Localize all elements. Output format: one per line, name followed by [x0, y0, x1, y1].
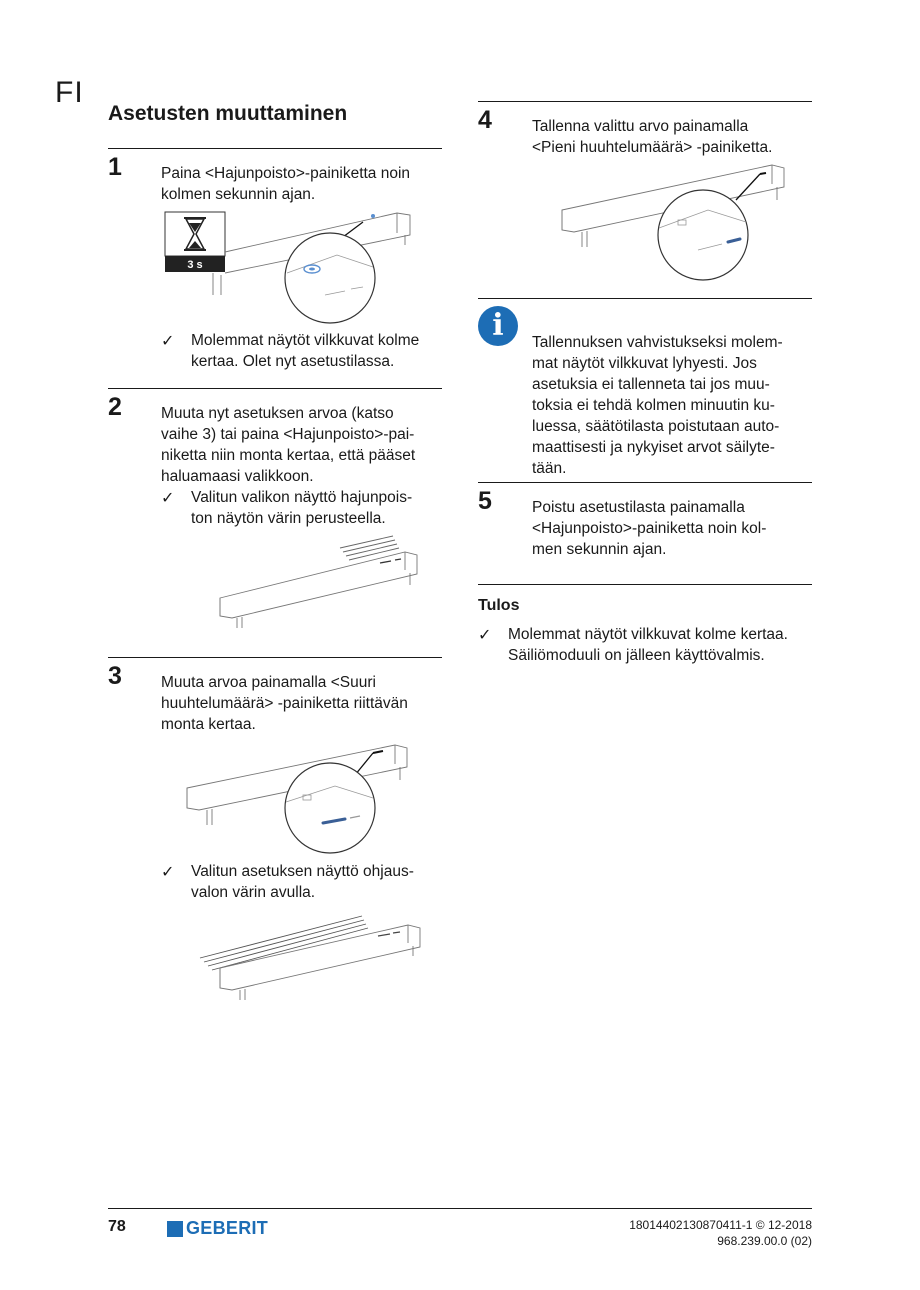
timer-label: 3 s — [187, 259, 203, 271]
result-text: Molemmat näytöt vilkkuvat kolme kertaa. Säiliömoduuli on jälleen käyttövalmis. — [508, 626, 788, 664]
step-number: 2 — [108, 393, 122, 421]
result-heading: Tulos — [478, 597, 520, 614]
step-2-text: Muuta nyt asetuksen arvoa (katso vaihe 3) tai paina <Hajunpoisto>-pai- niketta niin monta kertaa, että pääset haluamaasi valikkoon. — [161, 405, 416, 485]
step-1-text: Paina <Hajunpoisto>-painiketta noin kolmen sekunnin ajan. — [161, 165, 411, 203]
brand-logo — [167, 1218, 268, 1239]
step-2-illustration — [215, 530, 425, 630]
brand-square-icon — [167, 1221, 183, 1237]
section-divider — [478, 298, 812, 299]
step-4-text: Tallenna valittu arvo painamalla <Pieni huuhtelumäärä> -painiketta. — [532, 118, 773, 156]
step-number: 4 — [478, 106, 492, 134]
flash-lines — [200, 916, 368, 970]
check-icon: ✓ — [478, 627, 492, 644]
check-icon: ✓ — [161, 333, 175, 350]
section-divider — [478, 101, 812, 102]
language-tag: FI — [55, 76, 84, 109]
check-icon: ✓ — [161, 864, 175, 881]
step-1-illustration — [165, 205, 425, 325]
step-3-result: Valitun asetuksen näyttö ohjaus- valon värin avulla. — [191, 863, 414, 901]
step-number: 1 — [108, 153, 122, 181]
step-number: 5 — [478, 487, 492, 515]
section-divider — [478, 584, 812, 585]
section-divider — [108, 657, 442, 658]
page-number: 78 — [108, 1218, 126, 1235]
flash-lines — [340, 536, 399, 560]
section-divider — [108, 388, 442, 389]
zoom-detail-circle — [285, 763, 375, 853]
step-number: 3 — [108, 662, 122, 690]
zoom-detail-circle — [658, 190, 748, 280]
brand-name: GEBERIT — [186, 1218, 269, 1238]
step-3-illustration — [185, 740, 415, 855]
step-4-illustration — [560, 162, 790, 282]
step-2-result: Valitun valikon näyttö hajunpois- ton näytön värin perusteella. — [191, 489, 413, 527]
footer-divider — [108, 1208, 812, 1209]
step-3-text: Muuta arvoa painamalla <Suuri huuhtelumäärä> -painiketta riittävän monta kertaa. — [161, 674, 408, 733]
page-title: Asetusten muuttaminen — [108, 102, 348, 125]
zoom-pointer — [736, 174, 760, 200]
check-icon: ✓ — [161, 490, 175, 507]
step-5-text: Poistu asetustilasta painamalla <Hajunpoisto>-painiketta noin kol- men sekunnin ajan. — [532, 499, 767, 558]
info-icon: i — [478, 306, 518, 346]
info-text: Tallennuksen vahvistukseksi molem- mat näytöt vilkkuvat lyhyesti. Jos asetuksia ei tallenneta tai jos muu- toksia ei tehdä kolmen minuutin ku- luessa, säätötilasta poistutaan auto- maattisesti ja nykyiset arvot säilyte- tään. — [532, 334, 783, 477]
flush-module-drawing — [220, 552, 417, 628]
document-id: 18014402130870411-1 © 12-2018 968.239.00.0 (02) — [629, 1218, 812, 1248]
step-3-result-illustration — [200, 910, 425, 1005]
button-indicator — [371, 214, 375, 218]
zoom-detail-circle — [285, 233, 375, 323]
section-divider — [478, 482, 812, 483]
zoom-pointer — [355, 753, 373, 775]
section-divider — [108, 148, 442, 149]
step-1-result: Molemmat näytöt vilkkuvat kolme kertaa. Olet nyt asetustilassa. — [191, 332, 420, 370]
